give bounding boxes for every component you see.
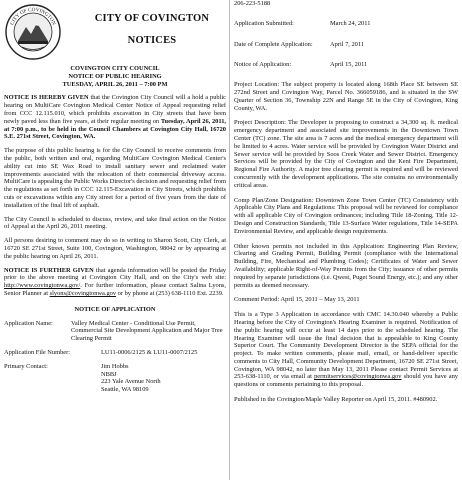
notice-label: Notice of Application: — [234, 61, 292, 69]
application-name-value: Valley Medical Center - Conditional Use Permit, Commercial Site Development Application and Major Tree Clearing Permit — [71, 319, 223, 343]
hearing-title — [4, 65, 226, 88]
hearing-title-line: NOTICE OF PUBLIC HEARING — [68, 72, 162, 80]
left-column — [4, 0, 226, 394]
project-location: Project Location: The subject property is located along 168th Place SE between SE 272nd Street and Covington Way, Parcel No. 366059186, and is situated in the SW Quarter of Section 36, Township 22N and Range 5E in the City of Covington, King County, WA. — [234, 81, 458, 112]
hearing-datetime: Tuesday, April 26, 2011, at 7:00 p.m., to be held in the Council Chambers at Covington City Hall, 16720 S.E. 271st Street, Covington, WA. — [4, 117, 226, 141]
contact-line: Jim Hobbs — [101, 362, 129, 370]
type3-end: should you have any questions or comments pertaining to this proposal. — [234, 373, 458, 389]
agenda-text: that agenda information will be posted the Friday prior to the above meeting at Covington City Hall, and on the City's web site: — [4, 266, 226, 282]
comment-period: Comment Period: April 15, 2011 – May 13, 2011 — [234, 296, 360, 304]
contact-phone: 206-223-5188 — [234, 0, 271, 7]
city-seal-icon — [4, 3, 62, 61]
project-description: Project Description: The Developer is proposing to construct a 34,300 sq. ft. medical emergency department and associated site improvements in the Downtown Town Center (TC) zone. The site area is 7 acres and the medical emergency department will be limited to 4 acres. Water service will be provided by Covington Water District and Sewer service will be provided by Soos Creek Water and Sewer District. Emergency Services will be provided by the City of Covington and the Kent Fire Department, Regional Fire Authority. A major tree clearing permit is required and will be reviewed concurrently with the development applications. The site contains no environmentally critical areas. — [234, 119, 458, 189]
publication-line: Published in the Covington/Maple Valley Reporter on April 15, 2011. #480902. — [234, 396, 438, 404]
complete-label: Date of Complete Application: — [234, 40, 313, 48]
further-notice-lead: NOTICE IS FURTHER GIVEN — [4, 266, 94, 274]
permit-services-email-link[interactable]: permitservices@covingtonwa.gov — [314, 373, 402, 381]
notice-of-application-title: NOTICE OF APPLICATION — [74, 305, 156, 313]
notice-row — [234, 61, 458, 69]
agenda-text-2: . For further information, please contact Salina Lyons, Senior Planner at — [4, 282, 226, 297]
primary-contact-value — [101, 363, 226, 394]
other-permits: Other known permits not included in this Application: Engineering Plan Review, Clearing and Grading Permit, Building Permit (compliance with the International Building, Fire, Mechanical and Plumbing Codes); Certificates of Water and Sewer Availability; applicable Right-of-Way Permits from the City; issuance of other permits required by separate jurisdictions (i.e. Qwest, Puget Sound Energy, etc.); and any other permits as deemed necessary. — [234, 242, 458, 289]
submitted-row — [234, 20, 458, 28]
column-divider — [229, 0, 230, 480]
planner-email-link[interactable]: slyons@covingtonwa.gov — [49, 289, 117, 297]
submitted-value: March 24, 2011 — [330, 19, 371, 27]
city-name: CITY OF COVINGTON — [94, 13, 210, 24]
application-file-label: Application File Number: — [4, 348, 71, 356]
purpose-paragraph: The purpose of this public hearing is for the City Council to receive comments from the public, both written and oral, regarding MultiCare Covington Medical Center's ability cut into SE Wax Road to install sanitary sewer and reclaimed water improvements associated with the relocation of their commercial driveway access. MultiCare is appealing the Public Works Director's decision and requesting relief from the regulations as set forth in CCC 12.115-Excavation in City Streets, which prohibits cuts or excavations within any City street for a period of five years from the date of installation of the final lift of asphalt. — [4, 147, 226, 209]
hearing-title-line: TUESDAY, APRIL 26, 2011 – 7:00 PM — [62, 80, 168, 88]
hearing-title-line: COVINGTON CITY COUNCIL — [70, 65, 160, 72]
hearing-text: that the Covington City Council will a hold a public hearing on MultiCare Covington Medical Center Notice of Appeal requesting relief from CCC 12.115.010, which prohibits excavation in City streets that have been newly paved less than five years, at their regular meeting on — [4, 94, 227, 125]
contact-line: 223 Yale Avenue North — [101, 378, 161, 386]
notice-lead: NOTICE IS HEREBY GIVEN — [4, 94, 89, 102]
zoning-designation: Comp Plan/Zone Designation: Downtown Zone Town Center (TC) Consistency with Applicable City Plans and Regulations: This proposal will be reviewed for compliance with all applicable City of Covington ordinances; including Title 18-Zoning, Title 12-Design and Construction Standards, Title 13-Surface Water regulations, Title 14-SEPA Environmental Review, and applicable design requirements. — [234, 196, 458, 235]
complete-row — [234, 41, 458, 49]
type3-paragraph — [234, 311, 458, 389]
application-name-label: Application Name: — [4, 319, 53, 327]
comment-paragraph: All persons desiring to comment may do so in writing to Sharon Scott, City Clerk, at 16720 SE 271st Street, Suite 100, Covington, Washington, 98042 or by appearing at the public hearing on April 26, 2011. — [4, 237, 226, 260]
seal-text: CITY OF COVINGTON — [9, 6, 57, 27]
hearing-paragraph — [4, 94, 226, 141]
primary-contact-label: Primary Contact: — [4, 362, 48, 370]
application-file-value: LU11-0006/2125 & LU11-0007/2125 — [101, 348, 198, 356]
complete-value: April 7, 2011 — [330, 40, 365, 48]
schedule-paragraph: The City Council is scheduled to discuss, review, and take final action on the Notice of Appeal at the April 26, 2011 meeting. — [4, 215, 226, 231]
notice-value: April 15, 2011 — [330, 61, 368, 69]
city-website-link[interactable]: http://www.covingtonwa.gov/ — [4, 282, 81, 290]
agenda-text-3: or by phone at (253) 638-1110 Ext. 2239. — [116, 289, 224, 297]
type3-text: This is a Type 3 Application in accordance with CMC 14.30.040 whereby a Public Hearing before the City of Covington's Hearing Examiner is required. Notification of the public hearing will occur at least 14 days prior to the scheduled hearing. The Hearing Examiner will issue the final decision that is appealable to King County Superior Court. The Community Development Director is the SEPA official for the project. To make written comments, please mail, email, or hand-deliver specific comments to City Hall, Community Development Department, 16720 SE 271st Street, Covington, WA 98042, no later than May 13, 2011 Please contact Permit Services at 253-638-1110, or via email at — [234, 311, 458, 381]
section-title: NOTICES — [127, 35, 177, 46]
application-file-row — [4, 349, 226, 357]
submitted-label: Application Submitted: — [234, 19, 294, 27]
contact-line: NBBJ — [101, 370, 117, 378]
contact-line: Seattle, WA 98109 — [101, 386, 149, 394]
agenda-paragraph — [4, 267, 226, 298]
application-name-row — [4, 320, 226, 343]
right-column — [234, 0, 458, 404]
primary-contact-row — [4, 363, 226, 394]
notices-header — [4, 0, 226, 60]
